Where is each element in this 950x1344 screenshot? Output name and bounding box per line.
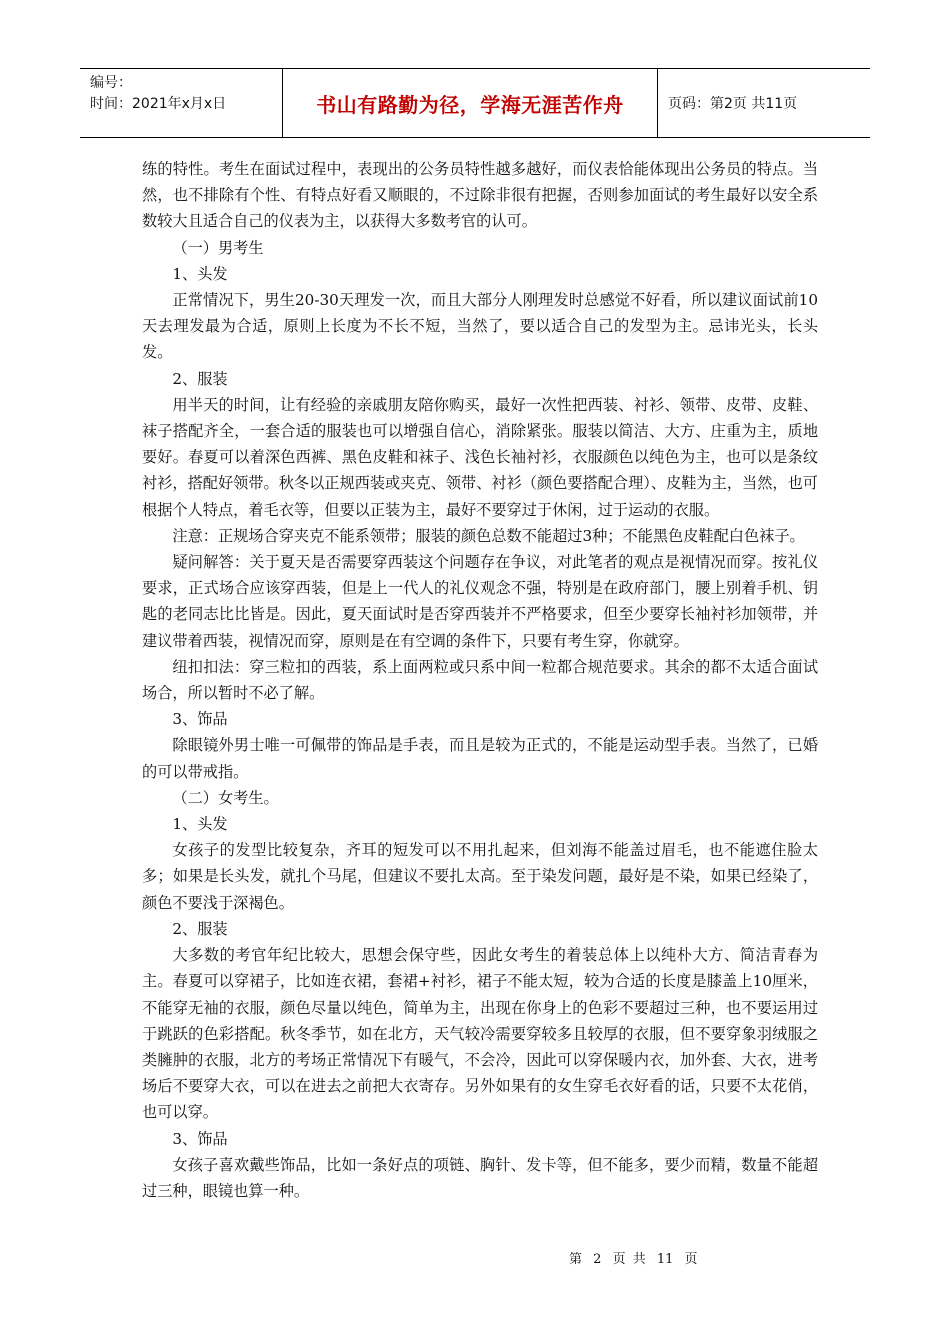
- header-meta-cell: [80, 69, 282, 137]
- header-table: [80, 68, 870, 138]
- footer-page-number: 2: [593, 1252, 602, 1267]
- header-page-code: 页码：第2页 共11页: [668, 96, 798, 112]
- subheading: 1、头发: [172, 264, 228, 283]
- paragraph: 疑问解答：关于夏天是否需要穿西装这个问题存在争议，对此笔者的观点是视情况而穿。按礼仪要求，正式场合应该穿西装，但是上一代人的礼仪观念不强，特别是在政府部门，腰上别着手机、钥匙的老同志比比皆是。因此，夏天面试时是否穿西装并不严格要求，但至少要穿长袖衬衫加领带，并建议带着西装，视情况而穿，原则是在有空调的条件下，只要有考生穿，你就穿。: [142, 553, 818, 650]
- subheading: 3、饰品: [172, 1129, 228, 1148]
- paragraph: 练的特性。考生在面试过程中，表现出的公务员特性越多越好，而仪表恰能体现出公务员的特点。当然，也不排除有个性、有特点好看又顺眼的，不过除非很有把握，否则参加面试的考生最好以安全系数较大且适合自己的仪表为主，以获得大多数考官的认可。: [142, 160, 818, 231]
- subheading: 1、头发: [172, 815, 228, 834]
- subheading: 2、服装: [172, 369, 228, 388]
- footer-suffix: 页: [684, 1252, 698, 1267]
- subheading: 2、服装: [172, 919, 228, 938]
- paragraph: 除眼镜外男士唯一可佩带的饰品是手表，而且是较为正式的，不能是运动型手表。当然了，已婚的可以带戒指。: [142, 736, 818, 781]
- paragraph: 女孩子喜欢戴些饰品，比如一条好点的项链、胸针、发卡等，但不能多，要少而精，数量不能超过三种，眼镜也算一种。: [142, 1155, 818, 1200]
- document-body: [142, 156, 818, 1204]
- paragraph: 注意：正规场合穿夹克不能系领带；服装的颜色总数不能超过3种；不能黑色皮鞋配白色袜子。: [172, 526, 805, 545]
- paragraph: 用半天的时间，让有经验的亲戚朋友陪你购买，最好一次性把西装、衬衫、领带、皮带、皮鞋、袜子搭配齐全，一套合适的服装也可以增强自信心，消除紧张。服装以简洁、大方、庄重为主，质地要好。春夏可以着深色西裤、黑色皮鞋和袜子、浅色长袖衬衫，衣服颜色以纯色为主，也可以是条纹衬衫，搭配好领带。秋冬以正规西装或夹克、领带、衬衫（颜色要搭配合理）、皮鞋为主，当然，也可根据个人特点，着毛衣等，但要以正装为主，最好不要穿过于休闲，过于运动的衣服。: [142, 395, 818, 519]
- footer-mid: 页 共: [612, 1252, 646, 1267]
- footer-total-pages: 11: [656, 1252, 674, 1267]
- subheading: 3、饰品: [172, 710, 228, 729]
- date-line: 时间：2021年x月x日: [90, 96, 227, 112]
- footer-prefix: 第: [569, 1252, 583, 1267]
- paragraph: 纽扣扣法：穿三粒扣的西装，系上面两粒或只系中间一粒都合规范要求。其余的都不太适合面试场合，所以暂时不必了解。: [142, 657, 818, 703]
- paragraph: 正常情况下，男生20-30天理发一次，而且大部分人刚理发时总感觉不好看，所以建议面试前10天去理发最为合适，原则上长度为不长不短，当然了，要以适合自己的发型为主。忌讳光头，长头发。: [142, 291, 818, 362]
- section-heading: （二）女考生。: [172, 788, 279, 807]
- header-motto: 书山有路勤为径，学海无涯苦作舟: [282, 69, 658, 137]
- number-label: 编号：: [90, 75, 132, 91]
- page-footer: [569, 1248, 702, 1267]
- section-heading: （一）男考生: [172, 238, 264, 257]
- paragraph: 女孩子的发型比较复杂，齐耳的短发可以不用扎起来，但刘海不能盖过眉毛，也不能遮住脸太多；如果是长头发，就扎个马尾，但建议不要扎太高。至于染发问题，最好是不染，如果已经染了，颜色不要浅于深褐色。: [142, 841, 818, 912]
- paragraph: 大多数的考官年纪比较大，思想会保守些，因此女考生的着装总体上以纯朴大方、简洁青春为主。春夏可以穿裙子，比如连衣裙，套裙+衬衫，裙子不能太短，较为合适的长度是膝盖上10厘米，不能穿无袖的衣服，颜色尽量以纯色，简单为主，出现在你身上的色彩不要超过三种，也不要运用过于跳跃的色彩搭配。秋冬季节，如在北方，天气较冷需要穿较多且较厚的衣服，但不要穿象羽绒服之类臃肿的衣服，北方的考场正常情况下有暖气，不会冷，因此可以穿保暖内衣，加外套、大衣，进考场后不要穿大衣，可以在进去之前把大衣寄存。另外如果有的女生穿毛衣好看的话，只要不太花俏，也可以穿。: [142, 946, 818, 1122]
